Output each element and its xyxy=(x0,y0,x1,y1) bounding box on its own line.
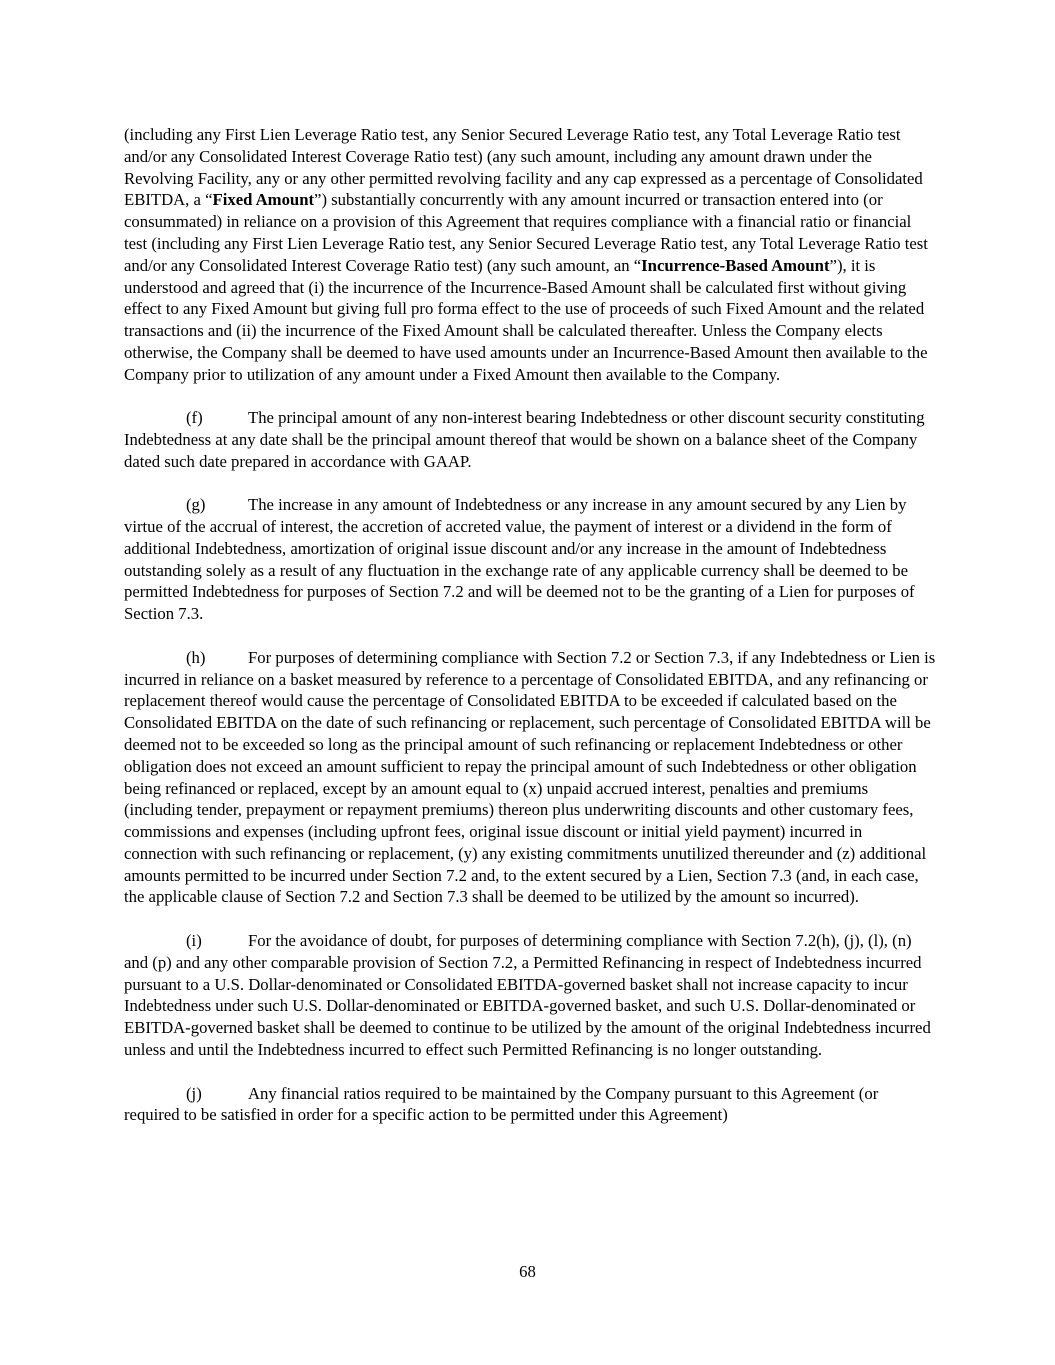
paragraph-j-label: (j) xyxy=(186,1083,202,1103)
paragraph-i-label: (i) xyxy=(186,931,202,951)
paragraph-f xyxy=(124,407,936,472)
paragraph-e-text-3: ”), it is understood and agreed that (i) the incurrence of the Incurrence-Based Amount shall be calculated first without giving effect to any Fixed Amount but giving full pro forma effect to the use of proceeds of such Fixed Amount and the related transactions and (ii) the incurrence of the Fixed Amount shall be calculated thereafter. Unless the Company elects otherwise, the Company shall be deemed to have used amounts under an Incurrence-Based Amount then available to the Company prior to utilization of any amount under a Fixed Amount then available to the Company. xyxy=(124,255,928,384)
paragraph-f-text: The principal amount of any non-interest bearing Indebtedness or other discount security constituting Indebtedness at any date shall be the principal amount thereof that would be shown on a balance sheet of the Company dated such date prepared in accordance with GAAP. xyxy=(124,407,925,471)
document-page xyxy=(124,124,936,1148)
paragraph-j-text: Any financial ratios required to be maintained by the Company pursuant to this Agreement (or required to be satisfied in order for a specific action to be permitted under this Agreement) xyxy=(124,1083,879,1125)
paragraph-h-label: (h) xyxy=(186,647,206,667)
paragraph-h-text: For purposes of determining compliance with Section 7.2 or Section 7.3, if any Indebtedness or Lien is incurred in reliance on a basket measured by reference to a percentage of Consolidated EBITDA, and any refinancing or replacement thereof would cause the percentage of Consolidated EBITDA to be exceeded if calculated based on the Consolidated EBITDA on the date of such refinancing or replacement, such percentage of Consolidated EBITDA will be deemed not to be exceeded so long as the principal amount of such refinancing or replacement Indebtedness or other obligation does not exceed an amount sufficient to repay the principal amount of such Indebtedness or other obligation being refinanced or replaced, except by an amount equal to (x) unpaid accrued interest, penalties and premiums (including tender, prepayment or repayment premiums) thereon plus underwriting discounts and other customary fees, commissions and expenses (including upfront fees, original issue discount or initial yield payment) incurred in connection with such refinancing or replacement, (y) any existing commitments unutilized thereunder and (z) additional amounts permitted to be incurred under Section 7.2 and, to the extent secured by a Lien, Section 7.3 (and, in each case, the applicable clause of Section 7.2 and Section 7.3 shall be deemed to be utilized by the amount so incurred). xyxy=(124,647,936,907)
paragraph-e-text-2: ”) substantially concurrently with any amount incurred or transaction entered into (or consummated) in reliance on a provision of this Agreement that requires compliance with a financial ratio or financial test (including any First Lien Leverage Ratio test, any Senior Secured Leverage Ratio test, any Total Leverage Ratio test and/or any Consolidated Interest Coverage Ratio test) (any such amount, an “ xyxy=(124,190,928,275)
page-number: 68 xyxy=(519,1262,536,1281)
paragraph-f-label: (f) xyxy=(186,407,203,427)
paragraph-i xyxy=(124,930,936,1061)
paragraph-g-text: The increase in any amount of Indebtedness or any increase in any amount secured by any Lien by virtue of the accrual of interest, the accretion of accreted value, the payment of interest or a dividend in the form of additional Indebtedness, amortization of original issue discount and/or any increase in the amount of Indebtedness outstanding solely as a result of any fluctuation in the exchange rate of any applicable currency shall be deemed to be permitted Indebtedness for purposes of Section 7.2 and will be deemed not to be the granting of a Lien for purposes of Section 7.3. xyxy=(124,495,915,624)
paragraph-h xyxy=(124,647,936,909)
paragraph-i-text: For the avoidance of doubt, for purposes of determining compliance with Section 7.2(h), (j), (l), (n) and (p) and any other comparable provision of Section 7.2, a Permitted Refinancing in respect of Indebtedness incurred pursuant to a U.S. Dollar-denominated or Consolidated EBITDA-governed basket shall not increase capacity to incur Indebtedness under such U.S. Dollar-denominated or EBITDA-governed basket, and such U.S. Dollar-denominated or EBITDA-governed basket shall be deemed to continue to be utilized by the amount of the original Indebtedness incurred unless and until the Indebtedness incurred to effect such Permitted Refinancing is no longer outstanding. xyxy=(124,931,931,1060)
defined-term-incurrence-based-amount: Incurrence-Based Amount xyxy=(641,255,830,275)
defined-term-fixed-amount: Fixed Amount xyxy=(212,190,315,210)
paragraph-g-label: (g) xyxy=(186,495,206,515)
paragraph-e-text-1: (including any First Lien Leverage Ratio test, any Senior Secured Leverage Ratio test, any Total Leverage Ratio test and/or any Consolidated Interest Coverage Ratio test) (any such amount, including any amount drawn under the Revolving Facility, any or any other permitted revolving facility and any cap expressed as a percentage of Consolidated EBITDA, a “ xyxy=(124,125,923,210)
paragraph-e-continuation xyxy=(124,124,936,386)
paragraph-g xyxy=(124,494,936,625)
paragraph-j xyxy=(124,1083,936,1127)
